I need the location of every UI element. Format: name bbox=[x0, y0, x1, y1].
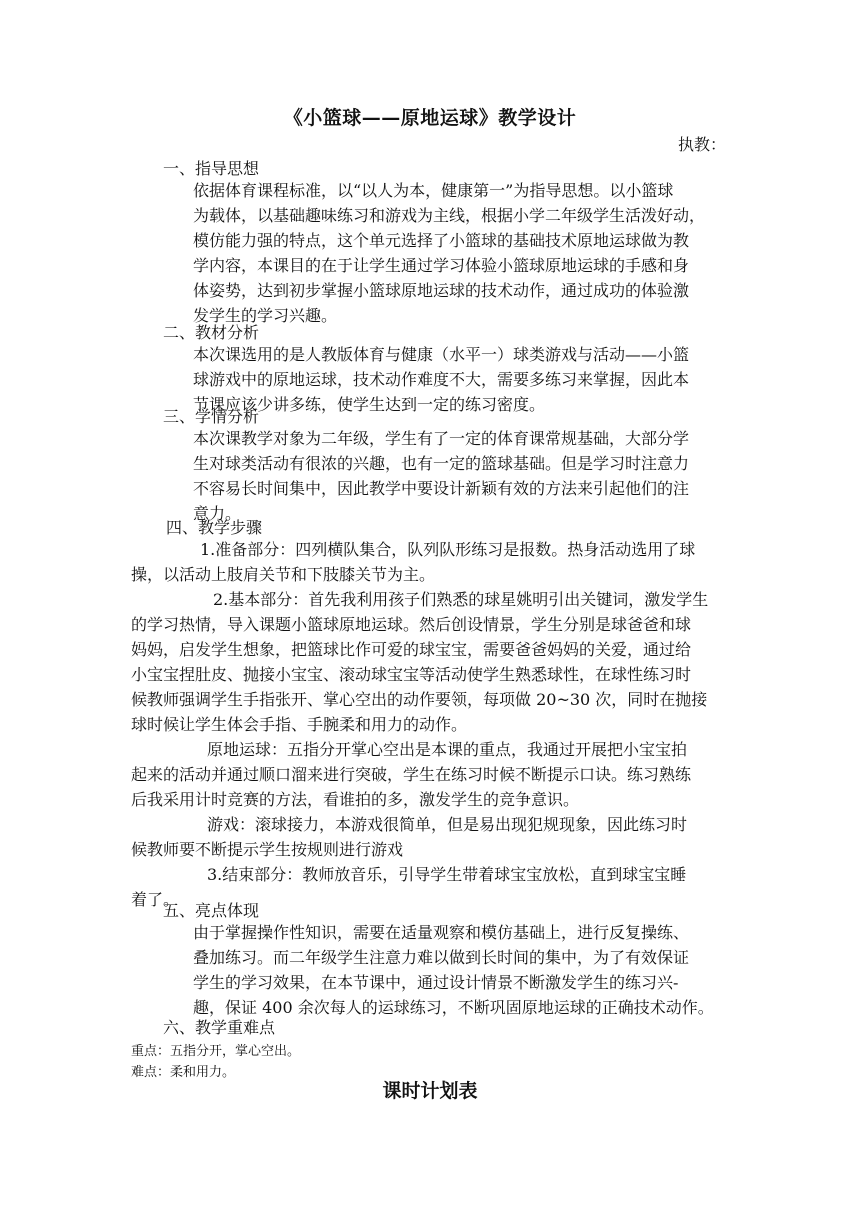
paragraph-line: 模仿能力强的特点，这个单元选择了小篮球的基础技术原地运球做为教 bbox=[193, 231, 690, 250]
paragraph-line: 叠加练习。而二年级学生注意力难以做到长时间的集中，为了有效保证 bbox=[193, 948, 690, 967]
paragraph-line: 小宝宝捏肚皮、抛接小宝宝、滚动球宝宝等活动使学生熟悉球性，在球性练习时 bbox=[131, 665, 692, 684]
paragraph-line: 本次课教学对象为二年级，学生有了一定的体育课常规基础，大部分学 bbox=[193, 429, 690, 448]
paragraph-line: 后我采用计时竞赛的方法，看谁拍的多，激发学生的竞争意识。 bbox=[131, 790, 580, 809]
section-heading-material-analysis: 二、教材分析 bbox=[163, 323, 260, 342]
paragraph-line: 候教师要不断提示学生按规则进行游戏 bbox=[131, 840, 404, 859]
paragraph-line: 着了。 bbox=[131, 890, 180, 909]
paragraph-line: 起来的活动并通过顺口溜来进行突破，学生在练习时候不断提示口诀。练习熟练 bbox=[131, 765, 692, 784]
lesson-plan-table-title: 课时计划表 bbox=[382, 1080, 478, 1102]
paragraph-line: 本次课选用的是人教版体育与健康（水平一）球类游戏与活动——小篮 bbox=[193, 345, 690, 364]
key-point-line: 重点：五指分开，掌心空出。 bbox=[131, 1044, 301, 1059]
paragraph-line: 2.基本部分：首先我利用孩子们熟悉的球星姚明引出关键词，激发学生 bbox=[213, 590, 709, 609]
paragraph-line: 妈妈，启发学生想象，把篮球比作可爱的球宝宝，需要爸爸妈妈的关爱，通过给 bbox=[131, 640, 692, 659]
paragraph-line: 操，以活动上肢肩关节和下肢膝关节为主。 bbox=[131, 565, 436, 584]
paragraph-line: 原地运球：五指分开掌心空出是本课的重点，我通过开展把小宝宝拍 bbox=[207, 740, 688, 759]
paragraph-line: 体姿势，达到初步掌握小篮球原地运球的技术动作，通过成功的体验激 bbox=[193, 281, 690, 300]
paragraph-line: 3.结束部分：教师放音乐，引导学生带着球宝宝放松，直到球宝宝睡 bbox=[207, 865, 687, 884]
paragraph-line: 学生的学习效果，在本节课中，通过设计情景不断激发学生的练习兴- bbox=[193, 973, 679, 992]
paragraph-line: 候教师强调学生手指张开、掌心空出的动作要领，每项做 20~30 次，同时在抛接 bbox=[131, 690, 708, 709]
paragraph-line: 为载体，以基础趣味练习和游戏为主线，根据小学二年级学生活泼好动， bbox=[193, 206, 706, 225]
section-heading-student-analysis: 三、学情分析 bbox=[163, 407, 260, 426]
section-heading-key-difficult-points: 六、教学重难点 bbox=[163, 1018, 276, 1037]
paragraph-line: 依据体育课程标准，以“以人为本，健康第一”为指导思想。以小篮球 bbox=[193, 181, 674, 200]
section-heading-highlights: 五、亮点体现 bbox=[163, 901, 260, 920]
paragraph-line: 球时候让学生体会手指、手腕柔和用力的动作。 bbox=[131, 715, 468, 734]
teacher-label: 执教： bbox=[678, 135, 727, 154]
paragraph-line: 由于掌握操作性知识，需要在适量观察和模仿基础上，进行反复操练、 bbox=[193, 923, 690, 942]
paragraph-line: 趣，保证 400 余次每人的运球练习，不断巩固原地运球的正确技术动作。 bbox=[193, 998, 714, 1017]
paragraph-line: 发学生的学习兴趣。 bbox=[193, 306, 338, 325]
paragraph-line: 意力。 bbox=[193, 504, 242, 523]
paragraph-line: 学内容，本课目的在于让学生通过学习体验小篮球原地运球的手感和身 bbox=[193, 256, 690, 275]
paragraph-line: 游戏：滚球接力，本游戏很简单，但是易出现犯规现象，因此练习时 bbox=[207, 815, 688, 834]
difficult-point-line: 难点：柔和用力。 bbox=[131, 1065, 236, 1080]
section-heading-teaching-steps: 四、教学步骤 bbox=[166, 518, 263, 537]
paragraph-line: 生对球类活动有很浓的兴趣，也有一定的篮球基础。但是学习时注意力 bbox=[193, 454, 690, 473]
paragraph-line: 球游戏中的原地运球，技术动作难度不大，需要多练习来掌握，因此本 bbox=[193, 370, 690, 389]
paragraph-line: 的学习热情，导入课题小篮球原地运球。然后创设情景，学生分别是球爸爸和球 bbox=[131, 615, 692, 634]
paragraph-line: 节课应该少讲多练，使学生达到一定的练习密度。 bbox=[193, 395, 546, 414]
section-heading-guiding-idea: 一、指导思想 bbox=[163, 159, 260, 178]
paragraph-line: 不容易长时间集中，因此教学中要设计新颖有效的方法来引起他们的注 bbox=[193, 479, 690, 498]
document-title: 《小篮球——原地运球》教学设计 bbox=[283, 107, 577, 129]
paragraph-line: 1.准备部分：四列横队集合，队列队形练习是报数。热身活动选用了球 bbox=[200, 540, 696, 559]
